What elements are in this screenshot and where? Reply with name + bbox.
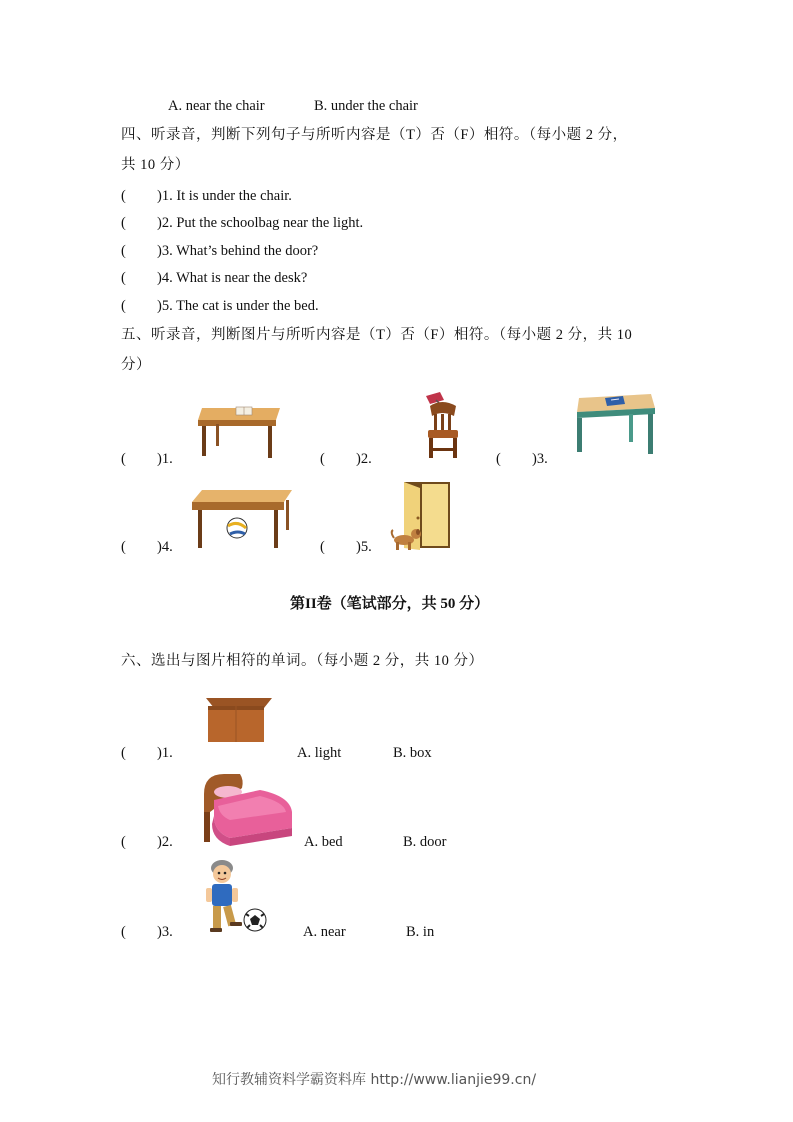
answer-paren: (: [121, 188, 126, 204]
section6-item-1: )1.: [157, 745, 173, 761]
answer-paren: (: [121, 215, 126, 231]
answer-paren: (: [121, 834, 126, 850]
section4-item-3: )3. What’s behind the door?: [157, 243, 319, 259]
answer-paren: (: [121, 298, 126, 314]
answer-paren: (: [121, 924, 126, 940]
section4-heading-line1: 四、听录音，判断下列句子与所听内容是（T）否（F）相符。（每小题 2 分，: [121, 127, 628, 143]
option-b: B. under the chair: [314, 98, 418, 114]
option-a: A. near the chair: [168, 98, 265, 114]
part2-title: 第II卷（笔试部分，共 50 分）: [290, 596, 490, 612]
section6-item-3-option-a: A. near: [303, 924, 346, 940]
chair-with-lamp-icon: [420, 390, 462, 460]
answer-paren: (: [121, 243, 126, 259]
section5-item-4: )4.: [157, 539, 173, 555]
desk-with-book-icon: [196, 404, 284, 458]
section4-item-4: )4. What is near the desk?: [157, 270, 308, 286]
section5-item-5: )5.: [356, 539, 372, 555]
bed-icon: [200, 772, 296, 848]
section6-item-1-option-a: A. light: [297, 745, 342, 761]
section6-item-2-option-b: B. door: [403, 834, 447, 850]
section4-item-5: )5. The cat is under the bed.: [157, 298, 319, 314]
section6-item-2-option-a: A. bed: [304, 834, 343, 850]
section5-heading-line1: 五、听录音，判断图片与所听内容是（T）否（F）相符。（每小题 2 分，共 10: [121, 327, 633, 343]
section6-item-2: )2.: [157, 834, 173, 850]
boy-with-ball-icon: [200, 858, 270, 938]
section4-item-1: )1. It is under the chair.: [157, 188, 292, 204]
section6-item-3-option-b: B. in: [406, 924, 435, 940]
desk-with-ball-icon: [190, 486, 294, 550]
footer-watermark: 知行教辅资料学霸资料库 http://www.lianjie99.cn/: [212, 1072, 537, 1088]
section5-item-3: )3.: [532, 451, 548, 467]
section4-item-2: )2. Put the schoolbag near the light.: [157, 215, 364, 231]
door-with-dog-icon: [390, 480, 452, 552]
section5-heading-line2: 分）: [121, 357, 151, 373]
section4-heading-line2: 共 10 分）: [121, 157, 190, 173]
section5-item-2: )2.: [356, 451, 372, 467]
section6-heading: 六、选出与图片相符的单词。（每小题 2 分，共 10 分）: [121, 653, 484, 669]
section5-item-1: )1.: [157, 451, 173, 467]
green-desk-with-book-icon: [575, 392, 657, 456]
answer-paren: (: [320, 539, 325, 555]
box-icon: [204, 694, 274, 744]
answer-paren: (: [121, 745, 126, 761]
answer-paren: (: [121, 539, 126, 555]
answer-paren: (: [121, 270, 126, 286]
section6-item-1-option-b: B. box: [393, 745, 432, 761]
answer-paren: (: [320, 451, 325, 467]
section6-item-3: )3.: [157, 924, 173, 940]
answer-paren: (: [496, 451, 501, 467]
answer-paren: (: [121, 451, 126, 467]
